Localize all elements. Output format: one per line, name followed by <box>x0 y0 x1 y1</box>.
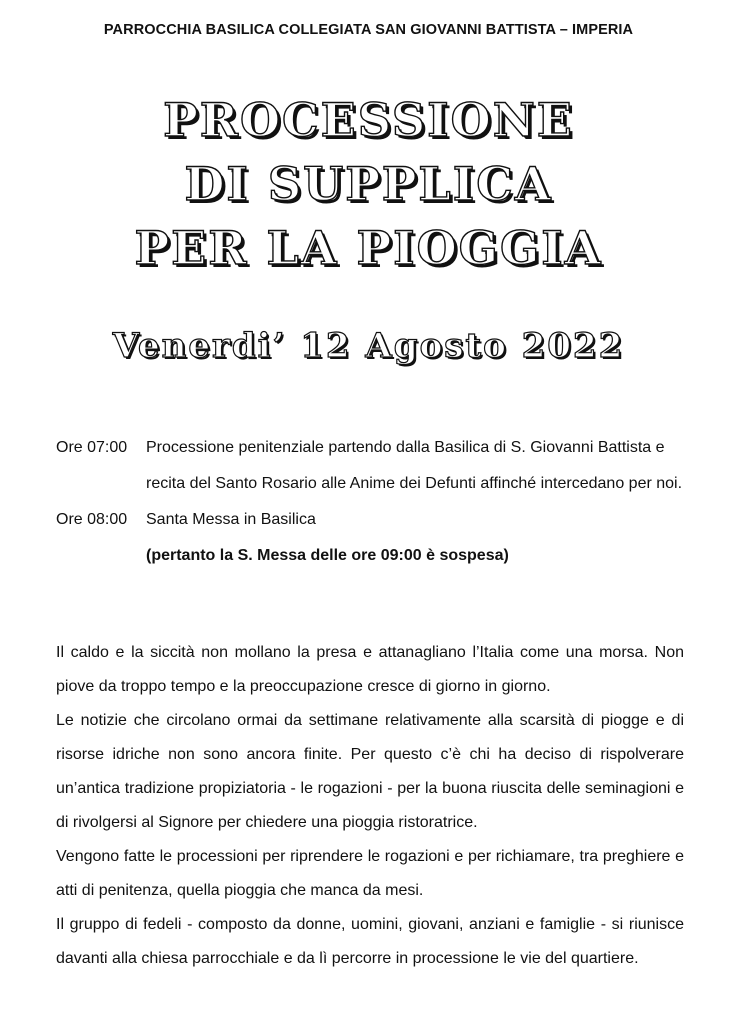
schedule-row <box>56 430 696 502</box>
title-line-2: DI SUPPLICA <box>184 157 553 211</box>
title-line-3: PER LA PIOGGIA <box>134 221 603 275</box>
event-title <box>0 88 737 280</box>
schedule-note: (pertanto la S. Messa delle ore 09:00 è sospesa) <box>146 547 509 564</box>
article-paragraph-1: Il caldo e la siccità non mollano la presa e attanagliano l’Italia come una morsa. Non piove da troppo tempo e la preoccupazione cresce di giorno in giorno. <box>56 644 684 695</box>
schedule <box>56 430 696 574</box>
schedule-description: Processione penitenziale partendo dalla Basilica di S. Giovanni Battista e recita del Santo Rosario alle Anime dei Defunti affinché intercedano per noi. <box>146 439 683 492</box>
article-paragraph-2: Le notizie che circolano ormai da settimane relativamente alla scarsità di piogge e di risorse idriche non sono ancora finite. Per questo c’è chi ha deciso di rispolverare un’antica tradizione propiziatoria - le rogazioni - per la buona riuscita delle seminagioni e di rivolgersi al Signore per chiedere una pioggia ristoratrice. <box>56 712 684 831</box>
title-line-1: PROCESSIONE <box>163 93 574 147</box>
schedule-row <box>56 502 696 574</box>
article-paragraph-4: Il gruppo di fedeli - composto da donne, uomini, giovani, anziani e famiglie - si riunisce davanti alla chiesa parrocchiale e da lì percorre in processione le vie del quartiere. <box>56 916 684 967</box>
event-date: Venerdi’ 12 Agosto 2022 <box>112 326 625 366</box>
article-body <box>56 636 684 976</box>
schedule-description-text: Santa Messa in Basilica <box>146 511 316 528</box>
article-paragraph-3: Vengono fatte le processioni per riprendere le rogazioni e per richiamare, tra preghiere e atti di penitenza, quella pioggia che manca da mesi. <box>56 848 684 899</box>
schedule-time: Ore 07:00 <box>56 439 128 456</box>
parish-header: PARROCCHIA BASILICA COLLEGIATA SAN GIOVANNI BATTISTA – IMPERIA <box>103 22 634 38</box>
schedule-time: Ore 08:00 <box>56 511 128 528</box>
schedule-description <box>146 502 696 574</box>
